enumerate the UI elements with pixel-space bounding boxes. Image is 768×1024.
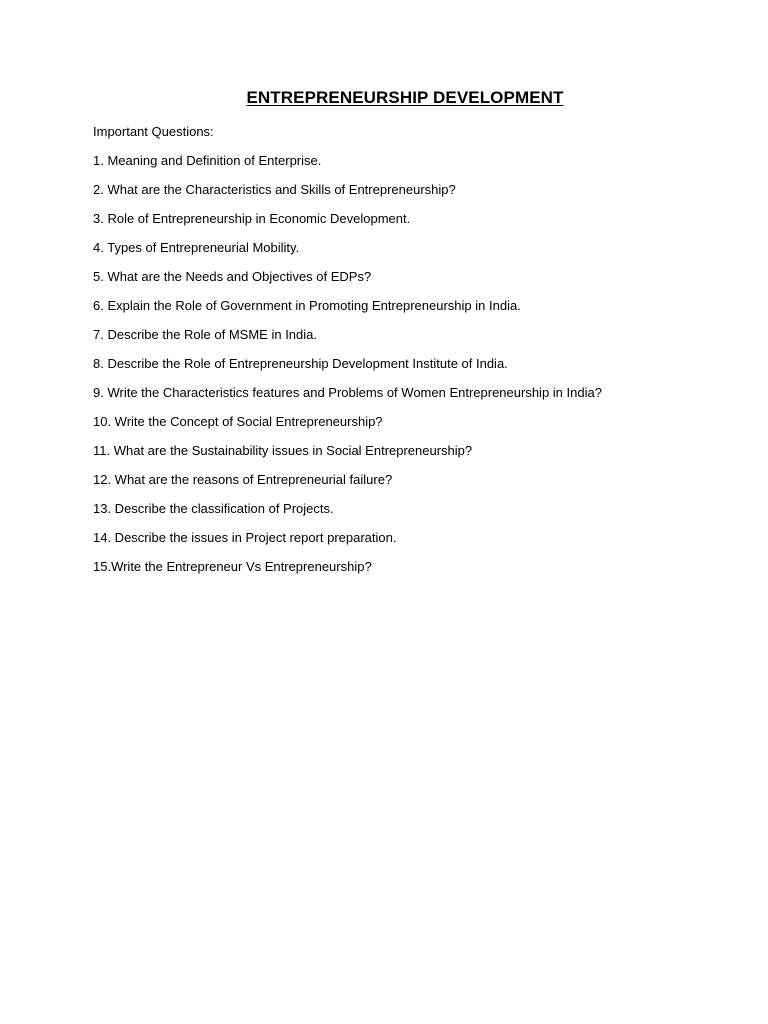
question-item: 2. What are the Characteristics and Skills of Entrepreneurship?	[93, 182, 456, 197]
question-item: 4. Types of Entrepreneurial Mobility.	[93, 240, 300, 255]
question-item: 12. What are the reasons of Entrepreneurial failure?	[93, 472, 393, 487]
question-item: 7. Describe the Role of MSME in India.	[93, 327, 317, 342]
section-heading: Important Questions:	[93, 124, 214, 139]
question-list	[93, 153, 602, 588]
question-item: 11. What are the Sustainability issues in Social Entrepreneurship?	[93, 443, 473, 458]
question-item: 1. Meaning and Definition of Enterprise.	[93, 153, 322, 168]
question-item: 5. What are the Needs and Objectives of EDPs?	[93, 269, 372, 284]
question-item: 9. Write the Characteristics features and Problems of Women Entrepreneurship in India?	[93, 385, 602, 400]
page-title	[0, 88, 768, 108]
question-item: 8. Describe the Role of Entrepreneurship Development Institute of India.	[93, 356, 508, 371]
question-item: 10. Write the Concept of Social Entrepreneurship?	[93, 414, 383, 429]
question-item: 15.Write the Entrepreneur Vs Entrepreneurship?	[93, 559, 372, 574]
page-title-text: ENTREPRENEURSHIP DEVELOPMENT	[246, 88, 564, 107]
question-item: 6. Explain the Role of Government in Promoting Entrepreneurship in India.	[93, 298, 521, 313]
question-item: 14. Describe the issues in Project report preparation.	[93, 530, 397, 545]
question-item: 13. Describe the classification of Projects.	[93, 501, 334, 516]
question-item: 3. Role of Entrepreneurship in Economic Development.	[93, 211, 411, 226]
